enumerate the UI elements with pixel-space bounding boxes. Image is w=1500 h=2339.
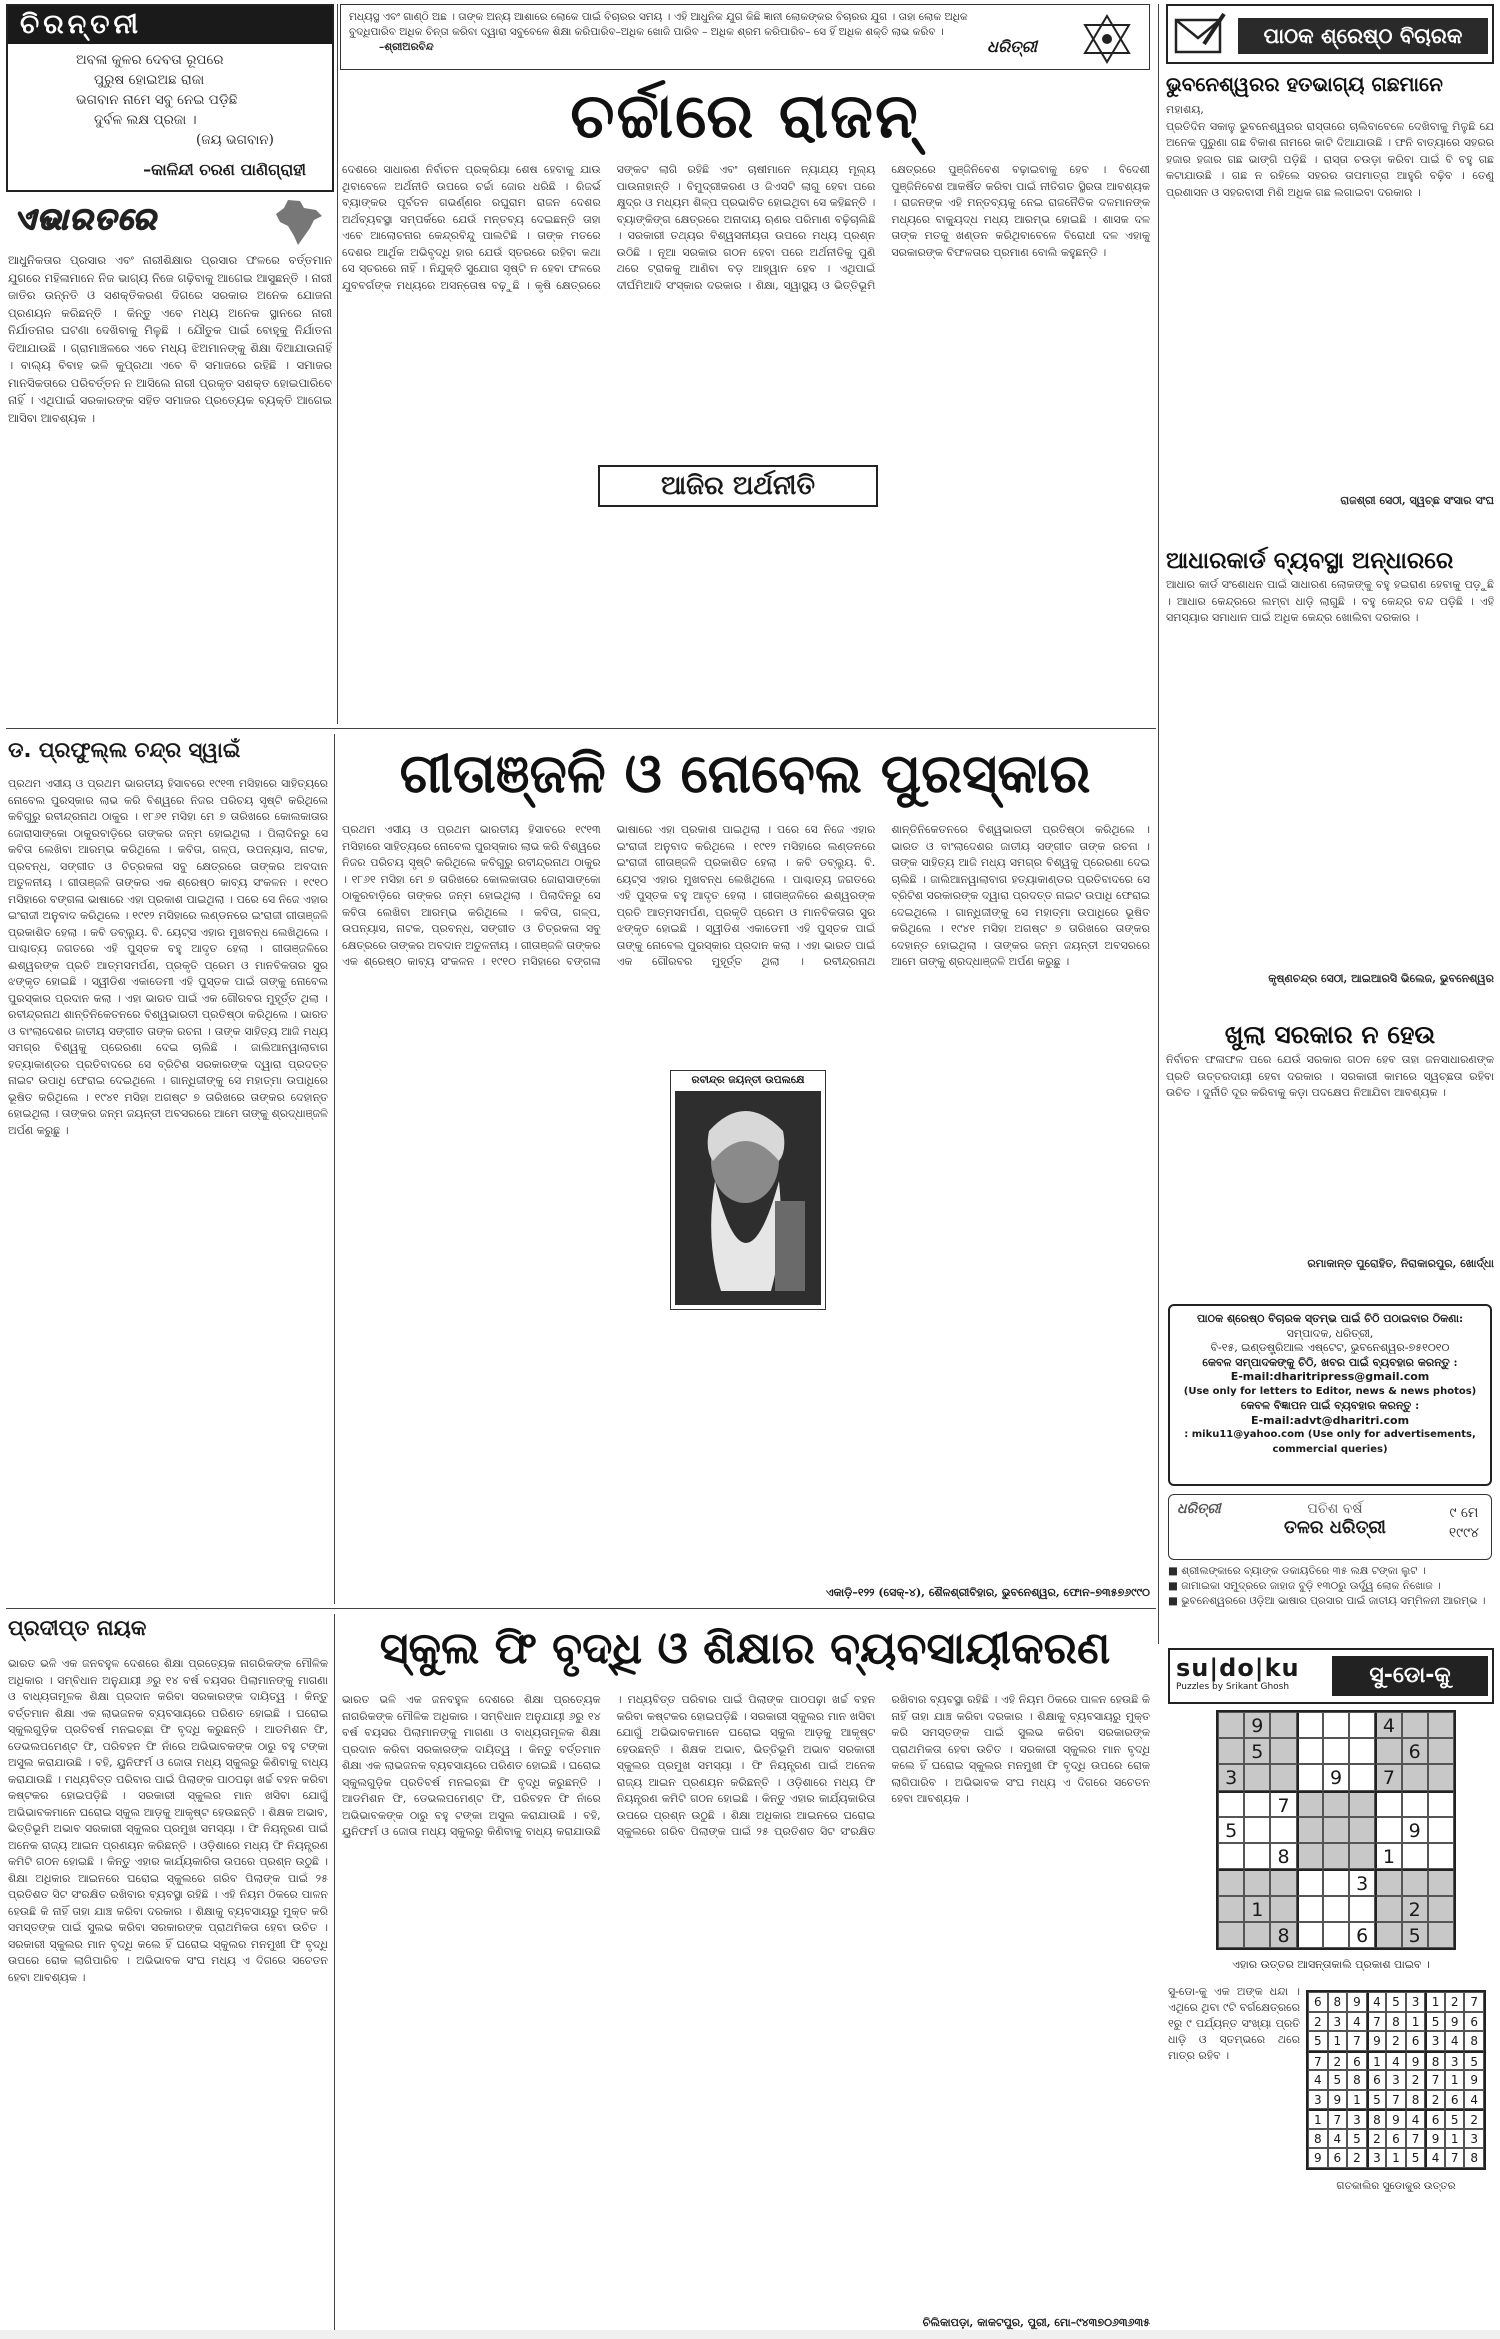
sudoku-cell: 1 xyxy=(1328,2031,1348,2051)
archive-date-day: ୯ ମେ xyxy=(1449,1505,1479,1521)
sudoku-cell: 8 xyxy=(1464,2031,1484,2051)
sudoku-cell xyxy=(1270,1817,1296,1843)
sudoku-cell: 3 xyxy=(1386,2070,1406,2090)
sudoku-cell xyxy=(1349,1843,1375,1869)
sudoku-cell xyxy=(1375,1869,1401,1895)
sudoku-cell: 4 xyxy=(1367,1992,1387,2012)
tagore-photo-box xyxy=(670,1070,826,1310)
sudoku-cell: 7 xyxy=(1270,1791,1296,1817)
sudoku-cell: 8 xyxy=(1406,2090,1426,2110)
sudoku-cell: 3 xyxy=(1347,2109,1367,2129)
sudoku-cell xyxy=(1375,1738,1401,1764)
sudoku-cell: 6 xyxy=(1386,2129,1406,2149)
contact-note: କେବଳ ସମ୍ପାଦକଙ୍କୁ ଚିଠି, ଖବର ପାଇଁ ବ୍ୟବହାର କରନ୍ତୁ : xyxy=(1202,1355,1458,1369)
quote-author: –ଶ୍ରୀଅରବିନ୍ଦ xyxy=(379,41,434,53)
letter-3 xyxy=(1166,1018,1494,1298)
india-map-icon xyxy=(270,198,328,246)
sudoku-cell: 9 xyxy=(1445,2012,1465,2032)
letter-signature: ରମାକାନ୍ତ ପୁରୋହିତ, ନିରାକାରପୁର, ଖୋର୍ଦ୍ଧା xyxy=(1307,1257,1494,1270)
sudoku-cell xyxy=(1375,1922,1401,1948)
sudoku-cell xyxy=(1244,1764,1270,1790)
letter-2 xyxy=(1166,545,1494,1015)
sudoku-cell: 8 xyxy=(1386,2012,1406,2032)
sudoku-cell xyxy=(1270,1869,1296,1895)
quote-text: ମଧ୍ୟସ୍ଥ ଏବଂ ଗାଣ୍ଠି ଅଛ । ତାଙ୍କ ଅନ୍ୟ ଆଶାରେ ଲୋକେ ପାଇଁ ବିଚାରର ସମୟ । ଏହି ଆଧୁନିକ ଯୁଗ କିଛି ଜ୍ଞାନୀ ଲୋକଙ୍କର ବିଚାରର ଯୁଗ । ତାହା ଲୋକ ଅଧିକ ବୁଦ୍ଧିପାରିବ ଅଧିକ ଚିନ୍ତା କରିବା ଦ୍ୱାରା ସବୁବେଳେ ଶିକ୍ଷା କରିପାରିବ–ଅଧିକ ଖୋଜି ପାରିବ – ଅଧିକ ଶ୍ରମ କରିପାରିବ– ସେ ହିଁ ଅଧିକ ଶକ୍ତି ଲାଭ କରିବ । –ଶ୍ରୀଅରବିନ୍ଦ xyxy=(349,11,968,53)
archive-label xyxy=(1265,1501,1405,1538)
sudoku-cell xyxy=(1244,1791,1270,1817)
sudoku-cell: 2 xyxy=(1386,2031,1406,2051)
sudoku-cell xyxy=(1270,1896,1296,1922)
sudoku-cell xyxy=(1297,1843,1323,1869)
lead-article-body: ଦେଶରେ ସାଧାରଣ ନିର୍ବାଚନ ପ୍ରକ୍ରିୟା ଶେଷ ହେବାକୁ ଯାଉ ଥିବାବେଳେ ଅର୍ଥନୀତି ଉପରେ ଚର୍ଚ୍ଚା ଜୋର ଧରିଛି । ରିଜର୍ଭ ବ୍ୟାଙ୍କର ପୂର୍ବତନ ଗଭର୍ଣ୍ଣର ରଘୁରାମ ରାଜନ ଦେଶର ଅର୍ଥବ୍ୟବସ୍ଥା ସମ୍ପର୍କରେ ଯେଉଁ ମନ୍ତବ୍ୟ ଦେଇଛନ୍ତି ତାହା ଏବେ ଆଲୋଚନାର କେନ୍ଦ୍ରବିନ୍ଦୁ ପାଲଟିଛି । ତାଙ୍କ ମତରେ ଦେଶର ଆର୍ଥିକ ଅଭିବୃଦ୍ଧି ହାର ଯେଉଁ ସ୍ତରରେ ରହିବା କଥା ସେ ସ୍ତରରେ ନାହିଁ । ନିଯୁକ୍ତି ସୁଯୋଗ ସୃଷ୍ଟି ନ ହେବା ଫଳରେ ଯୁବବର୍ଗଙ୍କ ମଧ୍ୟରେ ଅସନ୍ତୋଷ ବଢ଼ୁଛି । କୃଷି କ୍ଷେତ୍ରରେ ସଙ୍କଟ ଲାଗି ରହିଛି ଏବଂ ଚାଷୀମାନେ ନ୍ୟାଯ୍ୟ ମୂଲ୍ୟ ପାଉନାହାନ୍ତି । ବିମୁଦ୍ରୀକରଣ ଓ ଜିଏସଟି ଲାଗୁ ହେବା ପରେ କ୍ଷୁଦ୍ର ଓ ମଧ୍ୟମ ଶିଳ୍ପ ପ୍ରଭାବିତ ହୋଇଥିବା ସେ କହିଛନ୍ତି । ବ୍ୟାଙ୍କିଙ୍ଗ କ୍ଷେତ୍ରରେ ଅନାଦାୟ ଋଣର ପରିମାଣ ବଢ଼ିଚାଲିଛି । ସରକାରୀ ତଥ୍ୟର ବିଶ୍ୱସନୀୟତା ଉପରେ ମଧ୍ୟ ପ୍ରଶ୍ନ ଉଠିଛି । ନୂଆ ସରକାର ଗଠନ ହେବା ପରେ ଅର୍ଥନୀତିକୁ ପୁଣି ଥରେ ଟ୍ରାକକୁ ଆଣିବା ବଡ଼ ଆହ୍ୱାନ ହେବ । ଏଥିପାଇଁ ଦୀର୍ଘମିଆଦି ସଂସ୍କାର ଦରକାର । ଶିକ୍ଷା, ସ୍ୱାସ୍ଥ୍ୟ ଓ ଭିତ୍ତିଭୂମି କ୍ଷେତ୍ରରେ ପୁଞ୍ଜିନିବେଶ ବଢ଼ାଇବାକୁ ହେବ । ବିଦେଶୀ ପୁଞ୍ଜିନିବେଶ ଆକର୍ଷିତ କରିବା ପାଇଁ ନୀତିଗତ ସ୍ଥିରତା ଆବଶ୍ୟକ । ରାଜନଙ୍କ ଏହି ମନ୍ତବ୍ୟକୁ ନେଇ ରାଜନୈତିକ ଦଳମାନଙ୍କ ମଧ୍ୟରେ ବାକ୍ୟୁଦ୍ଧ ମଧ୍ୟ ଆରମ୍ଭ ହୋଇଛି । ଶାସକ ଦଳ ତାଙ୍କ ମତକୁ ଖଣ୍ଡନ କରିଥିବାବେଳେ ବିରୋଧୀ ଦଳ ଏହାକୁ ସରକାରଙ୍କ ବିଫଳତାର ପ୍ରମାଣ ବୋଲି କହୁଛନ୍ତି । xyxy=(342,163,1150,292)
sudoku-cell xyxy=(1428,1817,1454,1843)
sudoku-cell xyxy=(1323,1738,1349,1764)
dharitri-logo: ଧରିତ୍ରୀ xyxy=(987,37,1037,56)
sudoku-cell: 6 xyxy=(1328,2148,1348,2168)
chirantani-line: (ଜୟ ଭଗବାନ) xyxy=(196,132,274,148)
chirantani-line: ଅବଳା କୁଳର ଦେବତା ରୂପରେ xyxy=(76,52,224,68)
letter-title: ଭୁବନେଶ୍ୱରର ହତଭାଗ୍ୟ ଗଛମାନେ xyxy=(1166,72,1443,96)
sudoku-cell: 1 xyxy=(1406,2012,1426,2032)
sudoku-cell: 4 xyxy=(1406,2109,1426,2129)
sudoku-cell: 7 xyxy=(1375,1764,1401,1790)
sudoku-cell xyxy=(1297,1817,1323,1843)
sudoku-cell: 6 xyxy=(1367,2070,1387,2090)
sudoku-cell: 7 xyxy=(1445,2148,1465,2168)
archive-box xyxy=(1168,1494,1492,1560)
sudoku-cell: 1 xyxy=(1367,2051,1387,2071)
sudoku-cell xyxy=(1297,1896,1323,1922)
divider xyxy=(6,1608,1156,1609)
sudoku-cell: 4 xyxy=(1308,2070,1328,2090)
sudoku-cell xyxy=(1218,1922,1244,1948)
gitanjali-footer: ଏକାଡ଼ି–୧୨୨ (ସେକ୍-୪), ଶୈଳଶ୍ରୀବିହାର, ଭୁବନେଶ୍ୱର, ଫୋନ–୭୩୫୭୬୯୯୦ xyxy=(825,1586,1150,1599)
sudoku-grid xyxy=(1216,1710,1456,1950)
archive-label-1: ପଚିଶ ବର୍ଷ xyxy=(1307,1501,1363,1517)
page-bottom-strip xyxy=(0,2330,1500,2339)
chirantani-line: ପୁରୁଷ ହୋଇଅଛ ରାଜା xyxy=(94,72,205,88)
contact-email[interactable]: E-mail:advt@dharitri.com xyxy=(1250,1413,1410,1427)
sudoku-cell: 7 xyxy=(1406,2129,1426,2149)
chirantani-line: ଭଗବାନ ନାମେ ସବୁ ନେଇ ପଡ଼ିଛି xyxy=(76,92,238,108)
sudoku-cell xyxy=(1323,1869,1349,1895)
sudoku-cell: 2 xyxy=(1425,2090,1445,2110)
sudoku-cell: 6 xyxy=(1347,2051,1367,2071)
sudoku-cell: 5 xyxy=(1347,2129,1367,2149)
sudoku-logo xyxy=(1176,1654,1326,1692)
archive-list xyxy=(1168,1564,1492,1640)
sudoku-cell: 5 xyxy=(1402,1922,1428,1948)
sudoku-cell: 2 xyxy=(1402,1896,1428,1922)
sudoku-cell xyxy=(1218,1712,1244,1738)
sudoku-cell: 5 xyxy=(1386,1992,1406,2012)
sudoku-cell xyxy=(1218,1738,1244,1764)
letter-title: ଆଧାରକାର୍ଡ ବ୍ୟବସ୍ଥା ଅନ୍ଧାରରେ xyxy=(1166,548,1454,574)
sudoku-cell xyxy=(1428,1712,1454,1738)
sudoku-cell: 8 xyxy=(1367,2109,1387,2129)
sudoku-cell xyxy=(1218,1843,1244,1869)
sudoku-cell: 2 xyxy=(1308,2012,1328,2032)
sudoku-cell xyxy=(1428,1896,1454,1922)
school-footer: ଚିଲିକାପଡ଼ା, କାକଟପୁର, ପୁରୀ, ମୋ–୯୪୩୭୦୬୩୬୩୫ xyxy=(922,2316,1150,2329)
sudoku-cell: 8 xyxy=(1464,2148,1484,2168)
sudoku-cell xyxy=(1323,1791,1349,1817)
sudoku-cell xyxy=(1244,1817,1270,1843)
school-author: ପ୍ରଦୀପ୍ତ ନାୟକ xyxy=(8,1616,147,1640)
sudoku-cell: 9 xyxy=(1244,1712,1270,1738)
sudoku-cell xyxy=(1428,1738,1454,1764)
sudoku-cell xyxy=(1297,1764,1323,1790)
letter-body: ପ୍ରତିଦିନ ସକାଳୁ ଭୁବନେଶ୍ୱରର ରାସ୍ତାରେ ଚାଲିବାବେଳେ ଦେଖିବାକୁ ମିଳୁଛି ଯେ ଅନେକ ପୁରୁଣା ଗଛ ବିକାଶ ନାମରେ କାଟି ଦିଆଯାଉଛି । ଫନି ବାତ୍ୟାରେ ସହରର ହଜାର ହଜାର ଗଛ ଭାଙ୍ଗି ପଡ଼ିଛି । ରାସ୍ତା ଚଉଡ଼ା କରିବା ପାଇଁ ବି ବହୁ ଗଛ କଟାଯାଉଛି । ଗଛ ନ ରହିଲେ ସହରର ତାପମାତ୍ରା ଆହୁରି ବଢ଼ିବ । ତେଣୁ ପ୍ରଶାସନ ଓ ସହରବାସୀ ମିଶି ଅଧିକ ଗଛ ଲଗାଇବା ଦରକାର । xyxy=(1166,119,1494,199)
sudoku-cell: 9 xyxy=(1425,2129,1445,2149)
sudoku-cell: 7 xyxy=(1367,2012,1387,2032)
archive-date xyxy=(1449,1503,1479,1543)
tagore-portrait xyxy=(675,1091,821,1305)
archive-logo: ଧରିତ୍ରୀ xyxy=(1177,1501,1221,1517)
sudoku-cell xyxy=(1270,1764,1296,1790)
sudoku-cell xyxy=(1402,1791,1428,1817)
sudoku-cell: 7 xyxy=(1347,2031,1367,2051)
lead-subheading-box xyxy=(598,465,878,507)
gitanjali-headline: ଗୀତାଞ୍ଜଳି ଓ ନୋବେଲ ପୁରସ୍କାର xyxy=(399,742,1091,805)
sudoku-cell: 8 xyxy=(1308,2129,1328,2149)
sudoku-cell: 2 xyxy=(1347,2148,1367,2168)
sudoku-answer-caption: ଗତକାଲିର ସୁଡୋକୁର ଉତ୍ତର xyxy=(1336,2180,1456,2192)
sudoku-cell: 4 xyxy=(1445,2031,1465,2051)
sudoku-cell: 1 xyxy=(1244,1896,1270,1922)
sudoku-cell: 3 xyxy=(1445,2051,1465,2071)
sudoku-cell: 3 xyxy=(1308,2090,1328,2110)
sudoku-cell: 3 xyxy=(1367,2148,1387,2168)
sudoku-cell xyxy=(1297,1791,1323,1817)
sudoku-cell: 6 xyxy=(1464,2012,1484,2032)
sudoku-cell: 1 xyxy=(1375,1843,1401,1869)
sudoku-cell: 5 xyxy=(1218,1817,1244,1843)
letter-title: ଖୁଲା ସରକାର ନ ହେଉ xyxy=(1224,1020,1436,1049)
sudoku-cell: 4 xyxy=(1347,2012,1367,2032)
star-emblem-icon xyxy=(1081,13,1133,65)
archive-item: ■ ଭୁବନେଶ୍ୱରରେ ଓଡ଼ିଆ ଭାଷାର ପ୍ରସାର ପାଇଁ ଜାତୀୟ ସମ୍ମିଳନୀ ଆରମ୍ଭ । xyxy=(1168,1595,1486,1607)
sudoku-cell: 1 xyxy=(1386,2148,1406,2168)
sudoku-cell xyxy=(1323,1712,1349,1738)
divider xyxy=(334,734,335,1604)
sudoku-cell: 2 xyxy=(1328,2051,1348,2071)
reader-corner-heading: ପାଠକ ଶ୍ରେଷ୍ଠ ବିଚାରକ xyxy=(1238,18,1488,54)
sudoku-header xyxy=(1168,1648,1494,1704)
sudoku-cell: 5 xyxy=(1328,2070,1348,2090)
sudoku-cell: 2 xyxy=(1464,2109,1484,2129)
letter-salutation: ମହାଶୟ, xyxy=(1166,103,1204,116)
sudoku-logo-sub: Puzzles by Srikant Ghosh xyxy=(1176,1682,1290,1692)
sudoku-cell: 5 xyxy=(1425,2012,1445,2032)
contact-email[interactable]: E-mail:dharitripress@gmail.com xyxy=(1230,1370,1430,1383)
contact-use: (Use only for letters to Editor, news & news photos) xyxy=(1183,1385,1477,1397)
sudoku-cell: 6 xyxy=(1308,1992,1328,2012)
gitanjali-author: ଡ. ପ୍ରଫୁଲ୍ଲ ଚନ୍ଦ୍ର ସ୍ୱାଇଁ xyxy=(8,738,241,762)
sudoku-cell: 2 xyxy=(1406,2070,1426,2090)
sudoku-cell xyxy=(1375,1817,1401,1843)
sudoku-cell: 8 xyxy=(1270,1922,1296,1948)
sudoku-cell: 2 xyxy=(1445,1992,1465,2012)
sudoku-cell xyxy=(1323,1922,1349,1948)
sudoku-cell: 5 xyxy=(1445,2109,1465,2129)
sudoku-cell xyxy=(1218,1791,1244,1817)
sudoku-cell xyxy=(1270,1738,1296,1764)
contact-intro: ପାଠକ ଶ୍ରେଷ୍ଠ ବିଚାରକ ସ୍ତମ୍ଭ ପାଇଁ ଚିଠି ପଠାଇବାର ଠିକଣା: xyxy=(1196,1312,1464,1325)
letter-icon xyxy=(1174,12,1226,56)
letter-signature: ରାଜଶ୍ରୀ ସେଠୀ, ସ୍ୱଚ୍ଛ ସଂସାର ସଂଘ xyxy=(1340,493,1494,507)
sudoku-cell: 3 xyxy=(1464,2129,1484,2149)
sudoku-cell xyxy=(1349,1738,1375,1764)
quote-strip xyxy=(340,4,1150,70)
sudoku-cell: 9 xyxy=(1323,1764,1349,1790)
letter-body: ଆଧାର କାର୍ଡ ସଂଶୋଧନ ପାଇଁ ସାଧାରଣ ଲୋକଙ୍କୁ ବହୁ ହଇରାଣ ହେବାକୁ ପଡ଼ୁଛି । ଆଧାର କେନ୍ଦ୍ରରେ ଲମ୍ବା ଧାଡ଼ି ଲାଗୁଛି । ବହୁ କେନ୍ଦ୍ର ବନ୍ଦ ପଡ଼ିଛି । ଏହି ସମସ୍ୟାର ସମାଧାନ ପାଇଁ ଅଧିକ କେନ୍ଦ୍ର ଖୋଲିବା ଦରକାର । xyxy=(1166,578,1494,624)
sudoku-cell: 8 xyxy=(1328,1992,1348,2012)
sudoku-cell: 9 xyxy=(1367,2031,1387,2051)
sudoku-cell: 9 xyxy=(1328,2090,1348,2110)
sudoku-cell xyxy=(1428,1791,1454,1817)
sudoku-cell: 9 xyxy=(1406,2051,1426,2071)
sudoku-cell: 6 xyxy=(1406,2031,1426,2051)
sudoku-cell: 8 xyxy=(1270,1843,1296,1869)
sudoku-cell xyxy=(1402,1764,1428,1790)
divider xyxy=(1158,4,1159,1644)
sudoku-cell: 2 xyxy=(1367,2129,1387,2149)
chirantani-author: –କାଳିନ୍ଦୀ ଚରଣ ପାଣିଗ୍ରାହୀ xyxy=(143,160,306,179)
reader-corner-header xyxy=(1166,4,1494,64)
chirantani-title: ଚିରନ୍ତନୀ xyxy=(8,6,332,44)
sudoku-cell xyxy=(1323,1843,1349,1869)
sudoku-cell: 9 xyxy=(1308,2148,1328,2168)
sudoku-cell: 1 xyxy=(1308,2109,1328,2129)
sudoku-cell: 5 xyxy=(1464,2051,1484,2071)
sudoku-caption: ଏହାର ଉତ୍ତର ଆସନ୍ତାକାଲି ପ୍ରକାଶ ପାଇବ । xyxy=(1232,1958,1430,1971)
sudoku-cell xyxy=(1244,1922,1270,1948)
sudoku-cell xyxy=(1349,1817,1375,1843)
sudoku-cell xyxy=(1297,1738,1323,1764)
photo-caption: ରବୀନ୍ଦ୍ର ଜୟନ୍ତୀ ଉପଲକ୍ଷେ xyxy=(691,1074,805,1086)
divider xyxy=(6,728,1156,729)
sudoku-cell xyxy=(1349,1791,1375,1817)
sudoku-cell: 4 xyxy=(1464,2090,1484,2110)
sudoku-cell: 8 xyxy=(1347,2070,1367,2090)
letter-body: ନିର୍ବାଚନ ଫଳାଫଳ ପରେ ଯେଉଁ ସରକାର ଗଠନ ହେବ ତାହା ଜନସାଧାରଣଙ୍କ ପ୍ରତି ଉତ୍ତରଦାୟୀ ହେବା ଦରକାର । ସରକାରୀ କାମରେ ସ୍ୱଚ୍ଛତା ରହିବା ଉଚିତ । ଦୁର୍ନୀତି ଦୂର କରିବାକୁ କଡ଼ା ପଦକ୍ଷେପ ନିଆଯିବା ଆବଶ୍ୟକ । xyxy=(1166,1053,1494,1099)
sudoku-cell: 5 xyxy=(1367,2090,1387,2110)
sudoku-cell: 3 xyxy=(1349,1869,1375,1895)
sudoku-cell: 7 xyxy=(1425,2070,1445,2090)
school-body: ଭାରତ ଭଳି ଏକ ଜନବହୁଳ ଦେଶରେ ଶିକ୍ଷା ପ୍ରତ୍ୟେକ ନାଗରିକଙ୍କ ମୌଳିକ ଅଧିକାର । ସମ୍ବିଧାନ ଅନୁଯାୟୀ ୬ରୁ ୧୪ ବର୍ଷ ବୟସର ପିଲାମାନଙ୍କୁ ମାଗଣା ଓ ବାଧ୍ୟତାମୂଳକ ଶିକ୍ଷା ପ୍ରଦାନ କରିବା ସରକାରଙ୍କ ଦାୟିତ୍ୱ । କିନ୍ତୁ ବର୍ତ୍ତମାନ ଶିକ୍ଷା ଏକ ଲାଭଜନକ ବ୍ୟବସାୟରେ ପରିଣତ ହୋଇଛି । ଘରୋଇ ସ୍କୁଲଗୁଡ଼ିକ ପ୍ରତିବର୍ଷ ମନଇଚ୍ଛା ଫି ବୃଦ୍ଧି କରୁଛନ୍ତି । ଆଡମିଶନ ଫି, ଡେଭଲପମେଣ୍ଟ ଫି, ପରିବହନ ଫି ନାଁରେ ଅଭିଭାବକଙ୍କ ଠାରୁ ବହୁ ଟଙ୍କା ଅସୁଲ କରାଯାଉଛି । ବହି, ୟୁନିଫର୍ମ ଓ ଜୋତା ମଧ୍ୟ ସ୍କୁଲରୁ କିଣିବାକୁ ବାଧ୍ୟ କରାଯାଉଛି । ମଧ୍ୟବିତ୍ତ ପରିବାର ପାଇଁ ପିଲାଙ୍କ ପାଠପଢ଼ା ଖର୍ଚ୍ଚ ବହନ କରିବା କଷ୍ଟକର ହୋଇପଡ଼ିଛି । ସରକାରୀ ସ୍କୁଲର ମାନ ଖସିବା ଯୋଗୁଁ ଅଭିଭାବକମାନେ ଘରୋଇ ସ୍କୁଲ ଆଡ଼କୁ ଆକୃଷ୍ଟ ହେଉଛନ୍ତି । ଶିକ୍ଷକ ଅଭାବ, ଭିତ୍ତିଭୂମି ଅଭାବ ସରକାରୀ ସ୍କୁଲର ପ୍ରମୁଖ ସମସ୍ୟା । ଫି ନିୟନ୍ତ୍ରଣ ପାଇଁ ଅନେକ ରାଜ୍ୟ ଆଇନ ପ୍ରଣୟନ କରିଛନ୍ତି । ଓଡ଼ିଶାରେ ମଧ୍ୟ ଫି ନିୟନ୍ତ୍ରଣ କମିଟି ଗଠନ ହୋଇଛି । କିନ୍ତୁ ଏହାର କାର୍ଯ୍ୟକାରିତା ଉପରେ ପ୍ରଶ୍ନ ଉଠୁଛି । ଶିକ୍ଷା ଅଧିକାର ଆଇନରେ ଘରୋଇ ସ୍କୁଲରେ ଗରିବ ପିଲାଙ୍କ ପାଇଁ ୨୫ ପ୍ରତିଶତ ସିଟ ସଂରକ୍ଷିତ ରଖିବାର ବ୍ୟବସ୍ଥା ରହିଛି । ଏହି ନିୟମ ଠିକରେ ପାଳନ ହେଉଛି କି ନାହିଁ ତାହା ଯାଞ୍ଚ କରିବା ଦରକାର । ଶିକ୍ଷାକୁ ବ୍ୟବସାୟରୁ ମୁକ୍ତ କରି ସମସ୍ତଙ୍କ ପାଇଁ ସୁଲଭ କରିବା ସରକାରଙ୍କ ପ୍ରାଥମିକତା ହେବା ଉଚିତ । ସରକାରୀ ସ୍କୁଲର ମାନ ବୃଦ୍ଧି କଲେ ହିଁ ଘରୋଇ ସ୍କୁଲର ମନମୁଖୀ ଫି ବୃଦ୍ଧି ଉପରେ ରୋକ ଲାଗିପାରିବ । ଅଭିଭାବକ ସଂଘ ମଧ୍ୟ ଏ ଦିଗରେ ସଚେତନ ହେବା ଆବଶ୍ୟକ । xyxy=(342,1693,1150,1838)
lead-headline: ଚର୍ଚ୍ଚାରେ ରାଜନ୍ xyxy=(570,79,920,152)
chirantani-line: ଦୁର୍ବଳ ଲକ୍ଷ ପ୍ରଜା । xyxy=(94,112,197,128)
gitanjali-col-1: ପ୍ରଥମ ଏସୀୟ ଓ ପ୍ରଥମ ଭାରତୀୟ ହିସାବରେ ୧୯୧୩ ମସିହାରେ ସାହିତ୍ୟରେ ନୋବେଲ ପୁରସ୍କାର ଲାଭ କରି ବିଶ୍ୱରେ ନିଜର ପରିଚୟ ସୃଷ୍ଟି କରିଥିଲେ କବିଗୁରୁ ରବୀନ୍ଦ୍ରନାଥ ଠାକୁର । ୧୮୬୧ ମସିହା ମେ ୭ ତାରିଖରେ କୋଲକାତାର ଜୋରାସାଙ୍କୋ ଠାକୁରବାଡ଼ିରେ ତାଙ୍କର ଜନ୍ମ ହୋଇଥିଲା । ପିଲାଦିନରୁ ସେ କବିତା ଲେଖିବା ଆରମ୍ଭ କରିଥିଲେ । କବିତା, ଗଳ୍ପ, ଉପନ୍ୟାସ, ନାଟକ, ପ୍ରବନ୍ଧ, ସଙ୍ଗୀତ ଓ ଚିତ୍ରକଳା ସବୁ କ୍ଷେତ୍ରରେ ତାଙ୍କର ଅବଦାନ ଅତୁଳନୀୟ । ଗୀତାଞ୍ଜଳି ତାଙ୍କର ଏକ ଶ୍ରେଷ୍ଠ କାବ୍ୟ ସଂକଳନ । ୧୯୧୦ ମସିହାରେ ବଙ୍ଗଳା ଭାଷାରେ ଏହା ପ୍ରକାଶ ପାଇଥିଲା । ପରେ ସେ ନିଜେ ଏହାର ଇଂରାଜୀ ଅନୁବାଦ କରିଥିଲେ । ୧୯୧୨ ମସିହାରେ ଲଣ୍ଡନରେ ଇଂରାଜୀ ଗୀତାଞ୍ଜଳି ପ୍ରକାଶିତ ହେଲା । କବି ଡବ୍ଲ୍ୟୁ. ବି. ୟେଟ୍ସ ଏହାର ମୁଖବନ୍ଧ ଲେଖିଥିଲେ । ପାଶ୍ଚାତ୍ୟ ଜଗତରେ ଏହି ପୁସ୍ତକ ବହୁ ଆଦୃତ ହେଲା । ଗୀତାଞ୍ଜଳିରେ ଈଶ୍ୱରଙ୍କ ପ୍ରତି ଆତ୍ମସମର୍ପଣ, ପ୍ରକୃତି ପ୍ରେମ ଓ ମାନବିକତାର ସୁର ଝଙ୍କୃତ ହୋଇଛି । ସ୍ୱୀଡିଶ ଏକାଡେମୀ ଏହି ପୁସ୍ତକ ପାଇଁ ତାଙ୍କୁ ନୋବେଲ ପୁରସ୍କାର ପ୍ରଦାନ କଲା । ଏହା ଭାରତ ପାଇଁ ଏକ ଗୌରବର ମୁହୂର୍ତ୍ତ ଥିଲା । ରବୀନ୍ଦ୍ରନାଥ ଶାନ୍ତିନିକେତନରେ ବିଶ୍ୱଭାରତୀ ପ୍ରତିଷ୍ଠା କରିଥିଲେ । ଭାରତ ଓ ବାଂଲାଦେଶର ଜାତୀୟ ସଙ୍ଗୀତ ତାଙ୍କ ରଚନା । ତାଙ୍କ ସାହିତ୍ୟ ଆଜି ମଧ୍ୟ ସମଗ୍ର ବିଶ୍ୱକୁ ପ୍ରେରଣା ଦେଇ ଚାଲିଛି । ଜାଲିଆନୱାଲାବାଗ ହତ୍ୟାକାଣ୍ଡର ପ୍ରତିବାଦରେ ସେ ବ୍ରିଟିଶ ସରକାରଙ୍କ ଦ୍ୱାରା ପ୍ରଦତ୍ତ ନାଇଟ ଉପାଧି ଫେରାଇ ଦେଇଥିଲେ । ଗାନ୍ଧିଜୀଙ୍କୁ ସେ ମହାତ୍ମା ଉପାଧିରେ ଭୂଷିତ କରିଥିଲେ । ୧୯୪୧ ମସିହା ଅଗଷ୍ଟ ୭ ତାରିଖରେ ତାଙ୍କର ଦେହାନ୍ତ ହୋଇଥିଲା । ତାଙ୍କର ଜନ୍ମ ଜୟନ୍ତୀ ଅବସରରେ ଆମେ ତାଙ୍କୁ ଶ୍ରଦ୍ଧାଞ୍ଜଳି ଅର୍ପଣ କରୁଛୁ । xyxy=(8,777,328,1137)
sudoku-cell xyxy=(1402,1843,1428,1869)
sudoku-cell xyxy=(1244,1843,1270,1869)
sudoku-cell: 8 xyxy=(1425,2051,1445,2071)
sudoku-cell: 1 xyxy=(1425,1992,1445,2012)
sudoku-cell xyxy=(1428,1922,1454,1948)
school-col-1: ଭାରତ ଭଳି ଏକ ଜନବହୁଳ ଦେଶରେ ଶିକ୍ଷା ପ୍ରତ୍ୟେକ ନାଗରିକଙ୍କ ମୌଳିକ ଅଧିକାର । ସମ୍ବିଧାନ ଅନୁଯାୟୀ ୬ରୁ ୧୪ ବର୍ଷ ବୟସର ପିଲାମାନଙ୍କୁ ମାଗଣା ଓ ବାଧ୍ୟତାମୂଳକ ଶିକ୍ଷା ପ୍ରଦାନ କରିବା ସରକାରଙ୍କ ଦାୟିତ୍ୱ । କିନ୍ତୁ ବର୍ତ୍ତମାନ ଶିକ୍ଷା ଏକ ଲାଭଜନକ ବ୍ୟବସାୟରେ ପରିଣତ ହୋଇଛି । ଘରୋଇ ସ୍କୁଲଗୁଡ଼ିକ ପ୍ରତିବର୍ଷ ମନଇଚ୍ଛା ଫି ବୃଦ୍ଧି କରୁଛନ୍ତି । ଆଡମିଶନ ଫି, ଡେଭଲପମେଣ୍ଟ ଫି, ପରିବହନ ଫି ନାଁରେ ଅଭିଭାବକଙ୍କ ଠାରୁ ବହୁ ଟଙ୍କା ଅସୁଲ କରାଯାଉଛି । ବହି, ୟୁନିଫର୍ମ ଓ ଜୋତା ମଧ୍ୟ ସ୍କୁଲରୁ କିଣିବାକୁ ବାଧ୍ୟ କରାଯାଉଛି । ମଧ୍ୟବିତ୍ତ ପରିବାର ପାଇଁ ପିଲାଙ୍କ ପାଠପଢ଼ା ଖର୍ଚ୍ଚ ବହନ କରିବା କଷ୍ଟକର ହୋଇପଡ଼ିଛି । ସରକାରୀ ସ୍କୁଲର ମାନ ଖସିବା ଯୋଗୁଁ ଅଭିଭାବକମାନେ ଘରୋଇ ସ୍କୁଲ ଆଡ଼କୁ ଆକୃଷ୍ଟ ହେଉଛନ୍ତି । ଶିକ୍ଷକ ଅଭାବ, ଭିତ୍ତିଭୂମି ଅଭାବ ସରକାରୀ ସ୍କୁଲର ପ୍ରମୁଖ ସମସ୍ୟା । ଫି ନିୟନ୍ତ୍ରଣ ପାଇଁ ଅନେକ ରାଜ୍ୟ ଆଇନ ପ୍ରଣୟନ କରିଛନ୍ତି । ଓଡ଼ିଶାରେ ମଧ୍ୟ ଫି ନିୟନ୍ତ୍ରଣ କମିଟି ଗଠନ ହୋଇଛି । କିନ୍ତୁ ଏହାର କାର୍ଯ୍ୟକାରିତା ଉପରେ ପ୍ରଶ୍ନ ଉଠୁଛି । ଶିକ୍ଷା ଅଧିକାର ଆଇନରେ ଘରୋଇ ସ୍କୁଲରେ ଗରିବ ପିଲାଙ୍କ ପାଇଁ ୨୫ ପ୍ରତିଶତ ସିଟ ସଂରକ୍ଷିତ ରଖିବାର ବ୍ୟବସ୍ଥା ରହିଛି । ଏହି ନିୟମ ଠିକରେ ପାଳନ ହେଉଛି କି ନାହିଁ ତାହା ଯାଞ୍ଚ କରିବା ଦରକାର । ଶିକ୍ଷାକୁ ବ୍ୟବସାୟରୁ ମୁକ୍ତ କରି ସମସ୍ତଙ୍କ ପାଇଁ ସୁଲଭ କରିବା ସରକାରଙ୍କ ପ୍ରାଥମିକତା ହେବା ଉଚିତ । ସରକାରୀ ସ୍କୁଲର ମାନ ବୃଦ୍ଧି କଲେ ହିଁ ଘରୋଇ ସ୍କୁଲର ମନମୁଖୀ ଫି ବୃଦ୍ଧି ଉପରେ ରୋକ ଲାଗିପାରିବ । ଅଭିଭାବକ ସଂଘ ମଧ୍ୟ ଏ ଦିଗରେ ସଚେତନ ହେବା ଆବଶ୍ୟକ । xyxy=(8,1657,328,1984)
sudoku-cell: 7 xyxy=(1464,1992,1484,2012)
contact-address: ସମ୍ପାଦକ, ଧରିତ୍ରୀ, xyxy=(1286,1326,1374,1340)
sudoku-cell xyxy=(1297,1869,1323,1895)
sudoku-cell: 5 xyxy=(1308,2031,1328,2051)
sudoku-cell: 7 xyxy=(1386,2090,1406,2110)
sudoku-cell xyxy=(1428,1843,1454,1869)
sudoku-cell: 3 xyxy=(1406,1992,1426,2012)
divider xyxy=(337,4,338,724)
gitanjali-body: ପ୍ରଥମ ଏସୀୟ ଓ ପ୍ରଥମ ଭାରତୀୟ ହିସାବରେ ୧୯୧୩ ମସିହାରେ ସାହିତ୍ୟରେ ନୋବେଲ ପୁରସ୍କାର ଲାଭ କରି ବିଶ୍ୱରେ ନିଜର ପରିଚୟ ସୃଷ୍ଟି କରିଥିଲେ କବିଗୁରୁ ରବୀନ୍ଦ୍ରନାଥ ଠାକୁର । ୧୮୬୧ ମସିହା ମେ ୭ ତାରିଖରେ କୋଲକାତାର ଜୋରାସାଙ୍କୋ ଠାକୁରବାଡ଼ିରେ ତାଙ୍କର ଜନ୍ମ ହୋଇଥିଲା । ପିଲାଦିନରୁ ସେ କବିତା ଲେଖିବା ଆରମ୍ଭ କରିଥିଲେ । କବିତା, ଗଳ୍ପ, ଉପନ୍ୟାସ, ନାଟକ, ପ୍ରବନ୍ଧ, ସଙ୍ଗୀତ ଓ ଚିତ୍ରକଳା ସବୁ କ୍ଷେତ୍ରରେ ତାଙ୍କର ଅବଦାନ ଅତୁଳନୀୟ । ଗୀତାଞ୍ଜଳି ତାଙ୍କର ଏକ ଶ୍ରେଷ୍ଠ କାବ୍ୟ ସଂକଳନ । ୧୯୧୦ ମସିହାରେ ବଙ୍ଗଳା ଭାଷାରେ ଏହା ପ୍ରକାଶ ପାଇଥିଲା । ପରେ ସେ ନିଜେ ଏହାର ଇଂରାଜୀ ଅନୁବାଦ କରିଥିଲେ । ୧୯୧୨ ମସିହାରେ ଲଣ୍ଡନରେ ଇଂରାଜୀ ଗୀତାଞ୍ଜଳି ପ୍ରକାଶିତ ହେଲା । କବି ଡବ୍ଲ୍ୟୁ. ବି. ୟେଟ୍ସ ଏହାର ମୁଖବନ୍ଧ ଲେଖିଥିଲେ । ପାଶ୍ଚାତ୍ୟ ଜଗତରେ ଏହି ପୁସ୍ତକ ବହୁ ଆଦୃତ ହେଲା । ଗୀତାଞ୍ଜଳିରେ ଈଶ୍ୱରଙ୍କ ପ୍ରତି ଆତ୍ମସମର୍ପଣ, ପ୍ରକୃତି ପ୍ରେମ ଓ ମାନବିକତାର ସୁର ଝଙ୍କୃତ ହୋଇଛି । ସ୍ୱୀଡିଶ ଏକାଡେମୀ ଏହି ପୁସ୍ତକ ପାଇଁ ତାଙ୍କୁ ନୋବେଲ ପୁରସ୍କାର ପ୍ରଦାନ କଲା । ଏହା ଭାରତ ପାଇଁ ଏକ ଗୌରବର ମୁହୂର୍ତ୍ତ ଥିଲା । ରବୀନ୍ଦ୍ରନାଥ ଶାନ୍ତିନିକେତନରେ ବିଶ୍ୱଭାରତୀ ପ୍ରତିଷ୍ଠା କରିଥିଲେ । ଭାରତ ଓ ବାଂଲାଦେଶର ଜାତୀୟ ସଙ୍ଗୀତ ତାଙ୍କ ରଚନା । ତାଙ୍କ ସାହିତ୍ୟ ଆଜି ମଧ୍ୟ ସମଗ୍ର ବିଶ୍ୱକୁ ପ୍ରେରଣା ଦେଇ ଚାଲିଛି । ଜାଲିଆନୱାଲାବାଗ ହତ୍ୟାକାଣ୍ଡର ପ୍ରତିବାଦରେ ସେ ବ୍ରିଟିଶ ସରକାରଙ୍କ ଦ୍ୱାରା ପ୍ରଦତ୍ତ ନାଇଟ ଉପାଧି ଫେରାଇ ଦେଇଥିଲେ । ଗାନ୍ଧିଜୀଙ୍କୁ ସେ ମହାତ୍ମା ଉପାଧିରେ ଭୂଷିତ କରିଥିଲେ । ୧୯୪୧ ମସିହା ଅଗଷ୍ଟ ୭ ତାରିଖରେ ତାଙ୍କର ଦେହାନ୍ତ ହୋଇଥିଲା । ତାଙ୍କର ଜନ୍ମ ଜୟନ୍ତୀ ଅବସରରେ ଆମେ ତାଙ୍କୁ ଶ୍ରଦ୍ଧାଞ୍ଜଳି ଅର୍ପଣ କରୁଛୁ । xyxy=(342,823,1150,968)
sudoku-cell: 6 xyxy=(1445,2090,1465,2110)
divider xyxy=(334,1614,335,2334)
sudoku-cell xyxy=(1402,1712,1428,1738)
sudoku-cell: 4 xyxy=(1375,1712,1401,1738)
sudoku-rules: ସୁ-ଡୋ-କୁ ଏକ ଅଙ୍କ ଧନ୍ଦା । ଏଥିରେ ଥିବା ୯ଟି ବର୍ଗକ୍ଷେତ୍ରରେ ୧ରୁ ୯ ପର୍ଯ୍ୟନ୍ତ ସଂଖ୍ୟା ପ୍ରତି ଧାଡ଼ି ଓ ସ୍ତମ୍ଭରେ ଥରେ ମାତ୍ର ରହିବ । xyxy=(1168,1985,1300,2062)
anubhutare-text: ଆଧୁନିକତାର ପ୍ରସାର ଏବଂ ନାରୀଶିକ୍ଷାର ପ୍ରସାର ଫଳରେ ବର୍ତ୍ତମାନ ଯୁଗରେ ମହିଳାମାନେ ନିଜ ଭାଗ୍ୟ ନିଜେ ଗଢ଼ିବାକୁ ଆଗେଇ ଆସୁଛନ୍ତି । ନାରୀ ଜାତିର ଉନ୍ନତି ଓ ସଶକ୍ତିକରଣ ଦିଗରେ ସରକାର ଅନେକ ଯୋଜନା ପ୍ରଣୟନ କରିଛନ୍ତି । କିନ୍ତୁ ଏବେ ମଧ୍ୟ ଅନେକ ସ୍ଥାନରେ ନାରୀ ନିର୍ଯାତନାର ଘଟଣା ଦେଖିବାକୁ ମିଳୁଛି । ଯୌତୁକ ପାଇଁ ବୋହୂକୁ ନିର୍ଯାତନା ଦିଆଯାଉଛି । ଗ୍ରାମାଞ୍ଚଳରେ ଏବେ ମଧ୍ୟ ଝିଅମାନଙ୍କୁ ଶିକ୍ଷା ଦିଆଯାଉନାହିଁ । ବାଲ୍ୟ ବିବାହ ଭଳି କୁପ୍ରଥା ଏବେ ବି ସମାଜରେ ରହିଛି । ସମାଜର ମାନସିକତାରେ ପରିବର୍ତ୍ତନ ନ ଆସିଲେ ନାରୀ ପ୍ରକୃତ ସଶକ୍ତ ହୋଇପାରିବେ ନାହିଁ । ଏଥିପାଇଁ ସରକାରଙ୍କ ସହିତ ସମାଜର ପ୍ରତ୍ୟେକ ବ୍ୟକ୍ତି ଆଗେଇ ଆସିବା ଆବଶ୍ୟକ । xyxy=(8,253,332,425)
sudoku-cell xyxy=(1349,1764,1375,1790)
archive-item: ■ ଜାମାଇକା ସମୁଦ୍ରରେ ଜାହାଜ ବୁଡ଼ି ୧୩୦ରୁ ଊର୍ଦ୍ଧ୍ୱ ଲୋକ ନିଖୋଜ । xyxy=(1168,1580,1441,1592)
sudoku-cell: 9 xyxy=(1347,1992,1367,2012)
sudoku-cell xyxy=(1428,1869,1454,1895)
contact-box xyxy=(1168,1304,1492,1486)
sudoku-cell xyxy=(1218,1869,1244,1895)
sudoku-cell: 3 xyxy=(1425,2031,1445,2051)
sudoku-cell: 6 xyxy=(1349,1922,1375,1948)
contact-email[interactable]: : miku11@yahoo.com (Use only for advertisements, commercial queries) xyxy=(1184,1429,1476,1455)
anubhutare-label: ଏଭାରତରେ xyxy=(14,202,158,237)
school-headline: ସ୍କୁଲ ଫି ବୃଦ୍ଧି ଓ ଶିକ୍ଷାର ବ୍ୟବସାୟୀକରଣ xyxy=(379,1623,1111,1674)
letter-signature: କୃଷ୍ଣଚନ୍ଦ୍ର ସେଠୀ, ଆଇଆରସି ଭିଲେଜ, ଭୁବନେଶ୍ୱର xyxy=(1268,972,1494,985)
contact-address: ବି-୧୫, ଇଣ୍ଡଷ୍ଟ୍ରିଆଲ ଏଷ୍ଟେଟ, ଭୁବନେଶ୍ୱର-୭୫୧୦୧୦ xyxy=(1210,1341,1450,1354)
chirantani-box xyxy=(6,4,334,192)
sudoku-cell: 5 xyxy=(1244,1738,1270,1764)
sudoku-cell: 4 xyxy=(1425,2148,1445,2168)
archive-label-2: ତଳର ଧରିତ୍ରୀ xyxy=(1284,1517,1386,1538)
sudoku-cell: 7 xyxy=(1328,2109,1348,2129)
sudoku-cell: 4 xyxy=(1386,2051,1406,2071)
sudoku-cell: 7 xyxy=(1308,2051,1328,2071)
anubhutare-header xyxy=(6,196,334,246)
sudoku-cell xyxy=(1218,1896,1244,1922)
sudoku-logo-text: su|do|ku xyxy=(1176,1654,1300,1682)
sudoku-cell: 1 xyxy=(1445,2070,1465,2090)
sudoku-answer-grid xyxy=(1306,1990,1486,2170)
sudoku-cell xyxy=(1323,1896,1349,1922)
sudoku-cell xyxy=(1297,1922,1323,1948)
sudoku-cell xyxy=(1244,1869,1270,1895)
sudoku-title: ସୁ-ଡୋ-କୁ xyxy=(1332,1656,1488,1696)
sudoku-cell: 1 xyxy=(1347,2090,1367,2110)
sudoku-cell xyxy=(1270,1712,1296,1738)
lead-subheading: ଆଜିର ଅର୍ଥନୀତି xyxy=(661,471,815,501)
sudoku-cell: 3 xyxy=(1218,1764,1244,1790)
sudoku-cell: 6 xyxy=(1425,2109,1445,2129)
sudoku-cell xyxy=(1297,1712,1323,1738)
sudoku-cell xyxy=(1323,1817,1349,1843)
sudoku-cell: 3 xyxy=(1328,2012,1348,2032)
sudoku-cell xyxy=(1375,1896,1401,1922)
sudoku-cell xyxy=(1375,1791,1401,1817)
sudoku-cell xyxy=(1349,1896,1375,1922)
archive-date-year: ୧୯୯୪ xyxy=(1448,1525,1479,1541)
sudoku-cell xyxy=(1402,1869,1428,1895)
sudoku-cell: 5 xyxy=(1406,2148,1426,2168)
archive-item: ■ ଶ୍ରୀଲଙ୍କାରେ ବ୍ୟାଙ୍କ ଡକାୟତିରେ ୩୫ ଲକ୍ଷ ଟଙ୍କା ଲୁଟ । xyxy=(1168,1565,1426,1577)
letter-1 xyxy=(1166,70,1494,540)
sudoku-cell: 1 xyxy=(1445,2129,1465,2149)
sudoku-cell: 6 xyxy=(1402,1738,1428,1764)
sudoku-cell: 9 xyxy=(1402,1817,1428,1843)
sudoku-cell xyxy=(1349,1712,1375,1738)
sudoku-cell: 4 xyxy=(1328,2129,1348,2149)
contact-note: କେବଳ ବିଜ୍ଞାପନ ପାଇଁ ବ୍ୟବହାର କରନ୍ତୁ : xyxy=(1240,1399,1420,1412)
sudoku-cell: 9 xyxy=(1464,2070,1484,2090)
sudoku-cell xyxy=(1428,1764,1454,1790)
sudoku-cell: 9 xyxy=(1386,2109,1406,2129)
chirantani-poem xyxy=(8,44,332,150)
